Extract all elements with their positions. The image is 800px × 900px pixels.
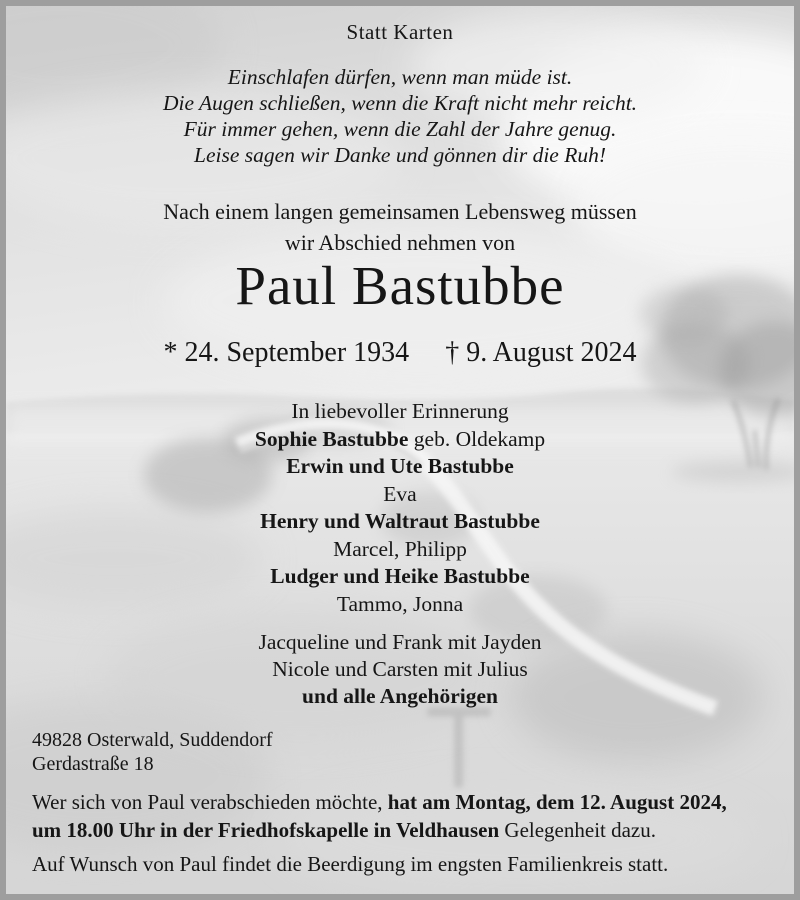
- family-line: [6, 481, 794, 509]
- family-line: [6, 426, 794, 454]
- life-dates: [6, 337, 794, 369]
- deceased-name: Paul Bastubbe: [235, 255, 565, 316]
- family-name-bold: und alle Angehörigen: [302, 684, 498, 708]
- family-name-regular: Jacqueline und Frank mit Jayden: [258, 630, 542, 654]
- farewell-bold: hat am Montag, dem 12. August 2024,: [387, 790, 727, 814]
- notice-text-layer: [6, 6, 794, 894]
- address-line: 49828 Osterwald, Suddendorf: [32, 729, 273, 751]
- address-block: [32, 728, 273, 776]
- poem-line: Leise sagen wir Danke und gönnen dir die Ruh!: [193, 143, 607, 167]
- family-line: [6, 591, 794, 619]
- family-line: [6, 683, 794, 710]
- family-name-regular: Marcel, Philipp: [333, 536, 467, 561]
- family-name-regular: Eva: [383, 481, 417, 506]
- poem-line: Für immer gehen, wenn die Zahl der Jahre genug.: [183, 117, 617, 141]
- family-line: [6, 656, 794, 683]
- farewell-bold: um 18.00 Uhr in der Friedhofskapelle in Veldhausen: [32, 818, 500, 842]
- family-line: [6, 453, 794, 481]
- family-name-bold: Henry und Waltraut Bastubbe: [260, 509, 540, 533]
- family-line: [6, 536, 794, 564]
- farewell-paragraph: [32, 788, 768, 844]
- farewell-regular: Gelegenheit dazu.: [499, 818, 656, 842]
- family-line: [6, 508, 794, 536]
- mourners-list-extended: [6, 629, 794, 710]
- intro-text: [6, 196, 794, 258]
- intro-line: Nach einem langen gemeinsamen Lebensweg müssen: [163, 199, 637, 224]
- family-name-regular: Nicole und Carsten mit Julius: [272, 657, 528, 681]
- family-name-bold: Erwin und Ute Bastubbe: [286, 454, 514, 478]
- farewell-regular: Wer sich von Paul verabschieden möchte,: [32, 790, 388, 814]
- birth-date: * 24. September 1934: [163, 337, 410, 368]
- memorial-heading: In liebevoller Erinnerung: [291, 399, 509, 423]
- family-name-regular: Tammo, Jonna: [336, 591, 464, 616]
- family-line: [6, 629, 794, 656]
- family-name-regular: geb. Oldekamp: [408, 426, 546, 451]
- family-line: [6, 563, 794, 591]
- poem-line: Die Augen schließen, wenn die Kraft nicht mehr reicht.: [162, 91, 638, 115]
- family-name-bold: Sophie Bastubbe: [254, 426, 409, 451]
- memorial-poem: [6, 64, 794, 168]
- mourners-list: [6, 398, 794, 618]
- statt-karten-label: Statt Karten: [346, 20, 454, 44]
- burial-note: Auf Wunsch von Paul findet die Beerdigung im engsten Familienkreis statt.: [32, 852, 669, 876]
- poem-line: Einschlafen dürfen, wenn man müde ist.: [227, 65, 573, 89]
- intro-line: wir Abschied nehmen von: [284, 230, 516, 255]
- address-line: Gerdastraße 18: [32, 753, 154, 775]
- death-date: † 9. August 2024: [445, 337, 637, 368]
- family-name-bold: Ludger und Heike Bastubbe: [270, 564, 530, 588]
